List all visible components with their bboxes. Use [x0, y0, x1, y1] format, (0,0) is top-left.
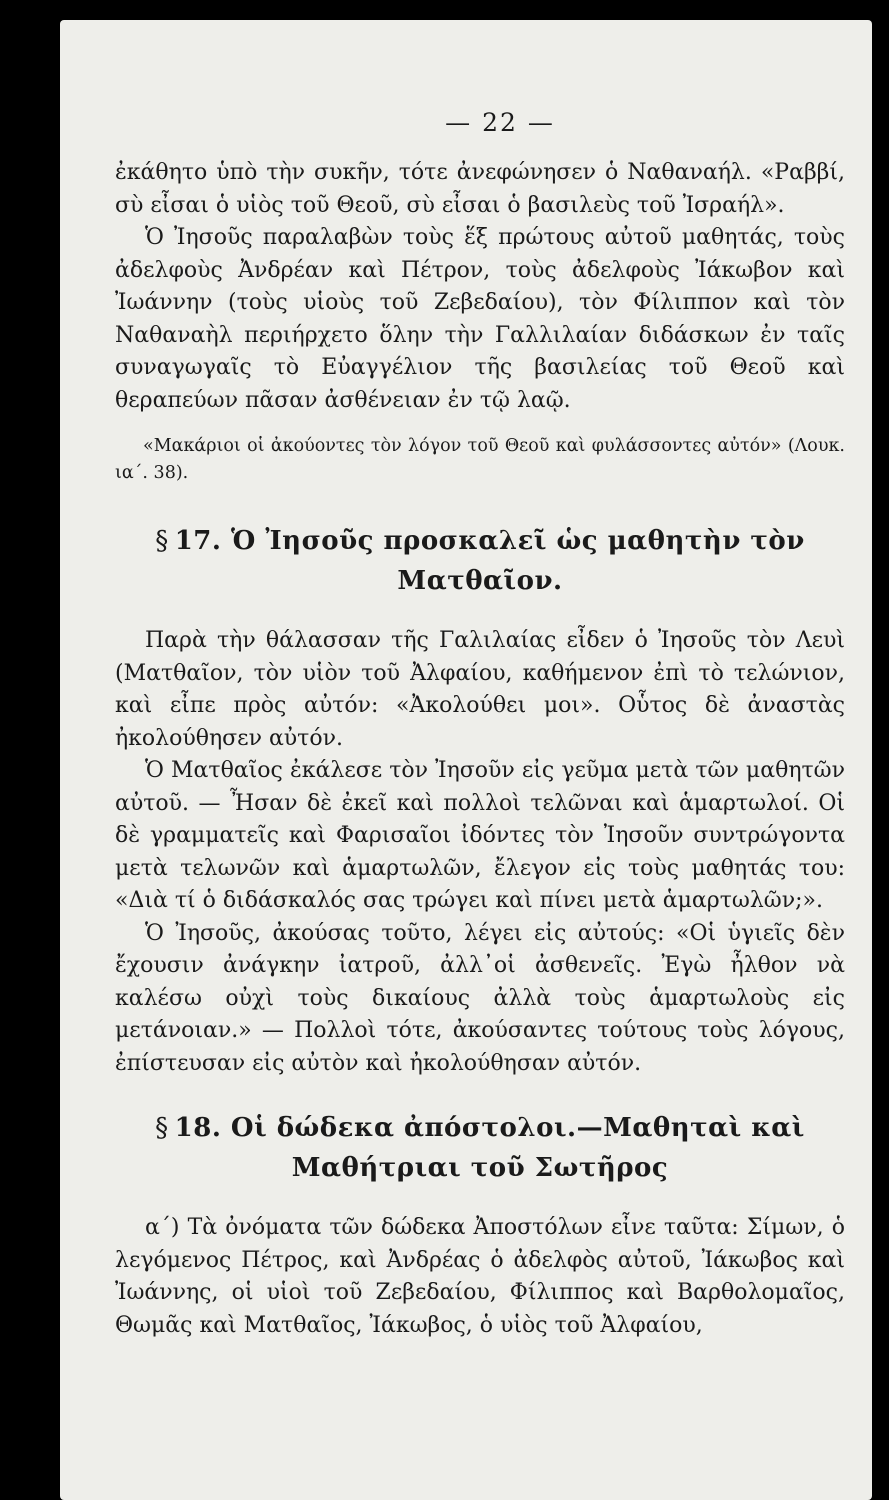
page-content	[115, 108, 845, 1342]
paragraph-17-3: Ὁ Ἰησοῦς, ἀκούσας τοῦτο, λέγει εἰς αὐτούς: «Οἱ ὑγιεῖς δὲν ἔχουσιν ἀνάγκην ἰατροῦ, ἀλλ᾽οἱ ἀσθενεῖς. Ἐγὼ ἦλθον νὰ καλέσω οὐχὶ τοὺς δικαίους ἀλλὰ τοὺς ἁμαρτωλοὺς εἰς μετάνοιαν.» — Πολλοὶ τότε, ἀκούσαντες τούτους τοὺς λόγους, ἐπίστευσαν εἰς αὐτὸν καὶ ἠκολούθησαν αὐτόν.	[115, 920, 845, 1076]
paragraph-top-2: Ὁ Ἰησοῦς παραλαβὼν τοὺς ἕξ πρώτους αὐτοῦ μαθητάς, τοὺς ἀδελφοὺς Ἀνδρέαν καὶ Πέτρον, τοὺς ἀδελφοὺς Ἰάκωβον καὶ Ἰωάννην (τοὺς υἱοὺς τοῦ Ζεβεδαίου), τὸν Φίλιππον καὶ τὸν Ναθαναὴλ περιήρχετο ὅλην τὴν Γαλλιλαίαν διδάσκων ἐν ταῖς συναγωγαῖς τὸ Εὐαγγέλιον τῆς βασιλείας τοῦ Θεοῦ καὶ θεραπεύων πᾶσαν ἀσθένειαν ἐν τῷ λαῷ.	[115, 225, 845, 413]
book-page	[60, 20, 872, 1500]
paragraph-17-2: Ὁ Ματθαῖος ἐκάλεσε τὸν Ἰησοῦν εἰς γεῦμα μετὰ τῶν μαθητῶν αὐτοῦ. — Ἦσαν δὲ ἐκεῖ καὶ πολλοὶ τελῶναι καὶ ἁμαρτωλοί. Οἱ δὲ γραμματεῖς καὶ Φαρισαῖοι ἰδόντες τὸν Ἰησοῦν συντρώγοντα μετὰ τελωνῶν καὶ ἁμαρτωλῶν, ἔλεγον εἰς τοὺς μαθητάς του: «Διὰ τί ὁ διδάσκαλός σας τρώγει καὶ πίνει μετὰ ἁμαρτωλῶν;».	[115, 758, 845, 913]
scripture-quote: «Μακάριοι οἱ ἀκούοντες τὸν λόγον τοῦ Θεοῦ καὶ φυλάσσοντες αὐτόν» (Λουκ. ια΄. 38).	[115, 436, 845, 483]
paragraph-18-1: α΄) Τὰ ὀνόματα τῶν δώδεκα Ἀποστόλων εἶνε ταῦτα: Σίμων, ὁ λεγόμενος Πέτρος, καὶ Ἀνδρέας ὁ ἀδελφὸς αὐτοῦ, Ἰάκωβος καὶ Ἰωάννης, οἱ υἱοὶ τοῦ Ζεβεδαίου, Φίλιππος καὶ Βαρθολομαῖος, Θωμᾶς καὶ Ματθαῖος, Ἰάκωβος, ὁ υἱὸς τοῦ Ἀλφαίου,	[115, 1215, 845, 1338]
section-18-title: 18. Οἱ δώδεκα ἀπόστολοι.—Μαθηταὶ καὶ Μαθήτριαι τοῦ Σωτῆρος	[174, 1113, 805, 1183]
section-17-title: 17. Ὁ Ἰησοῦς προσκαλεῖ ὡς μαθητὴν τὸν Ματθαῖον.	[174, 526, 805, 596]
paragraph-top-1: ἐκάθητο ὑπὸ τὴν συκῆν, τότε ἀνεφώνησεν ὁ Ναθαναήλ. «Ραββί, σὺ εἶσαι ὁ υἱὸς τοῦ Θεοῦ, σὺ εἶσαι ὁ βασιλεὺς τοῦ Ἰσραήλ».	[115, 160, 845, 218]
page-number: — 22 —	[445, 108, 555, 137]
section-mark: §	[155, 526, 169, 556]
section-mark: §	[155, 1113, 169, 1143]
section-18-heading	[135, 1108, 825, 1188]
section-17-heading	[135, 521, 825, 601]
paragraph-17-1: Παρὰ τὴν θάλασσαν τῆς Γαλιλαίας εἶδεν ὁ Ἰησοῦς τὸν Λευὶ (Ματθαῖον, τὸν υἱὸν τοῦ Ἀλφαίου, καθήμενον ἐπὶ τὸ τελώνιον, καὶ εἶπε πρὸς αὐτόν: «Ἀκολούθει μοι». Οὗτος δὲ ἀναστὰς ἠκολούθησεν αὐτόν.	[115, 628, 845, 751]
